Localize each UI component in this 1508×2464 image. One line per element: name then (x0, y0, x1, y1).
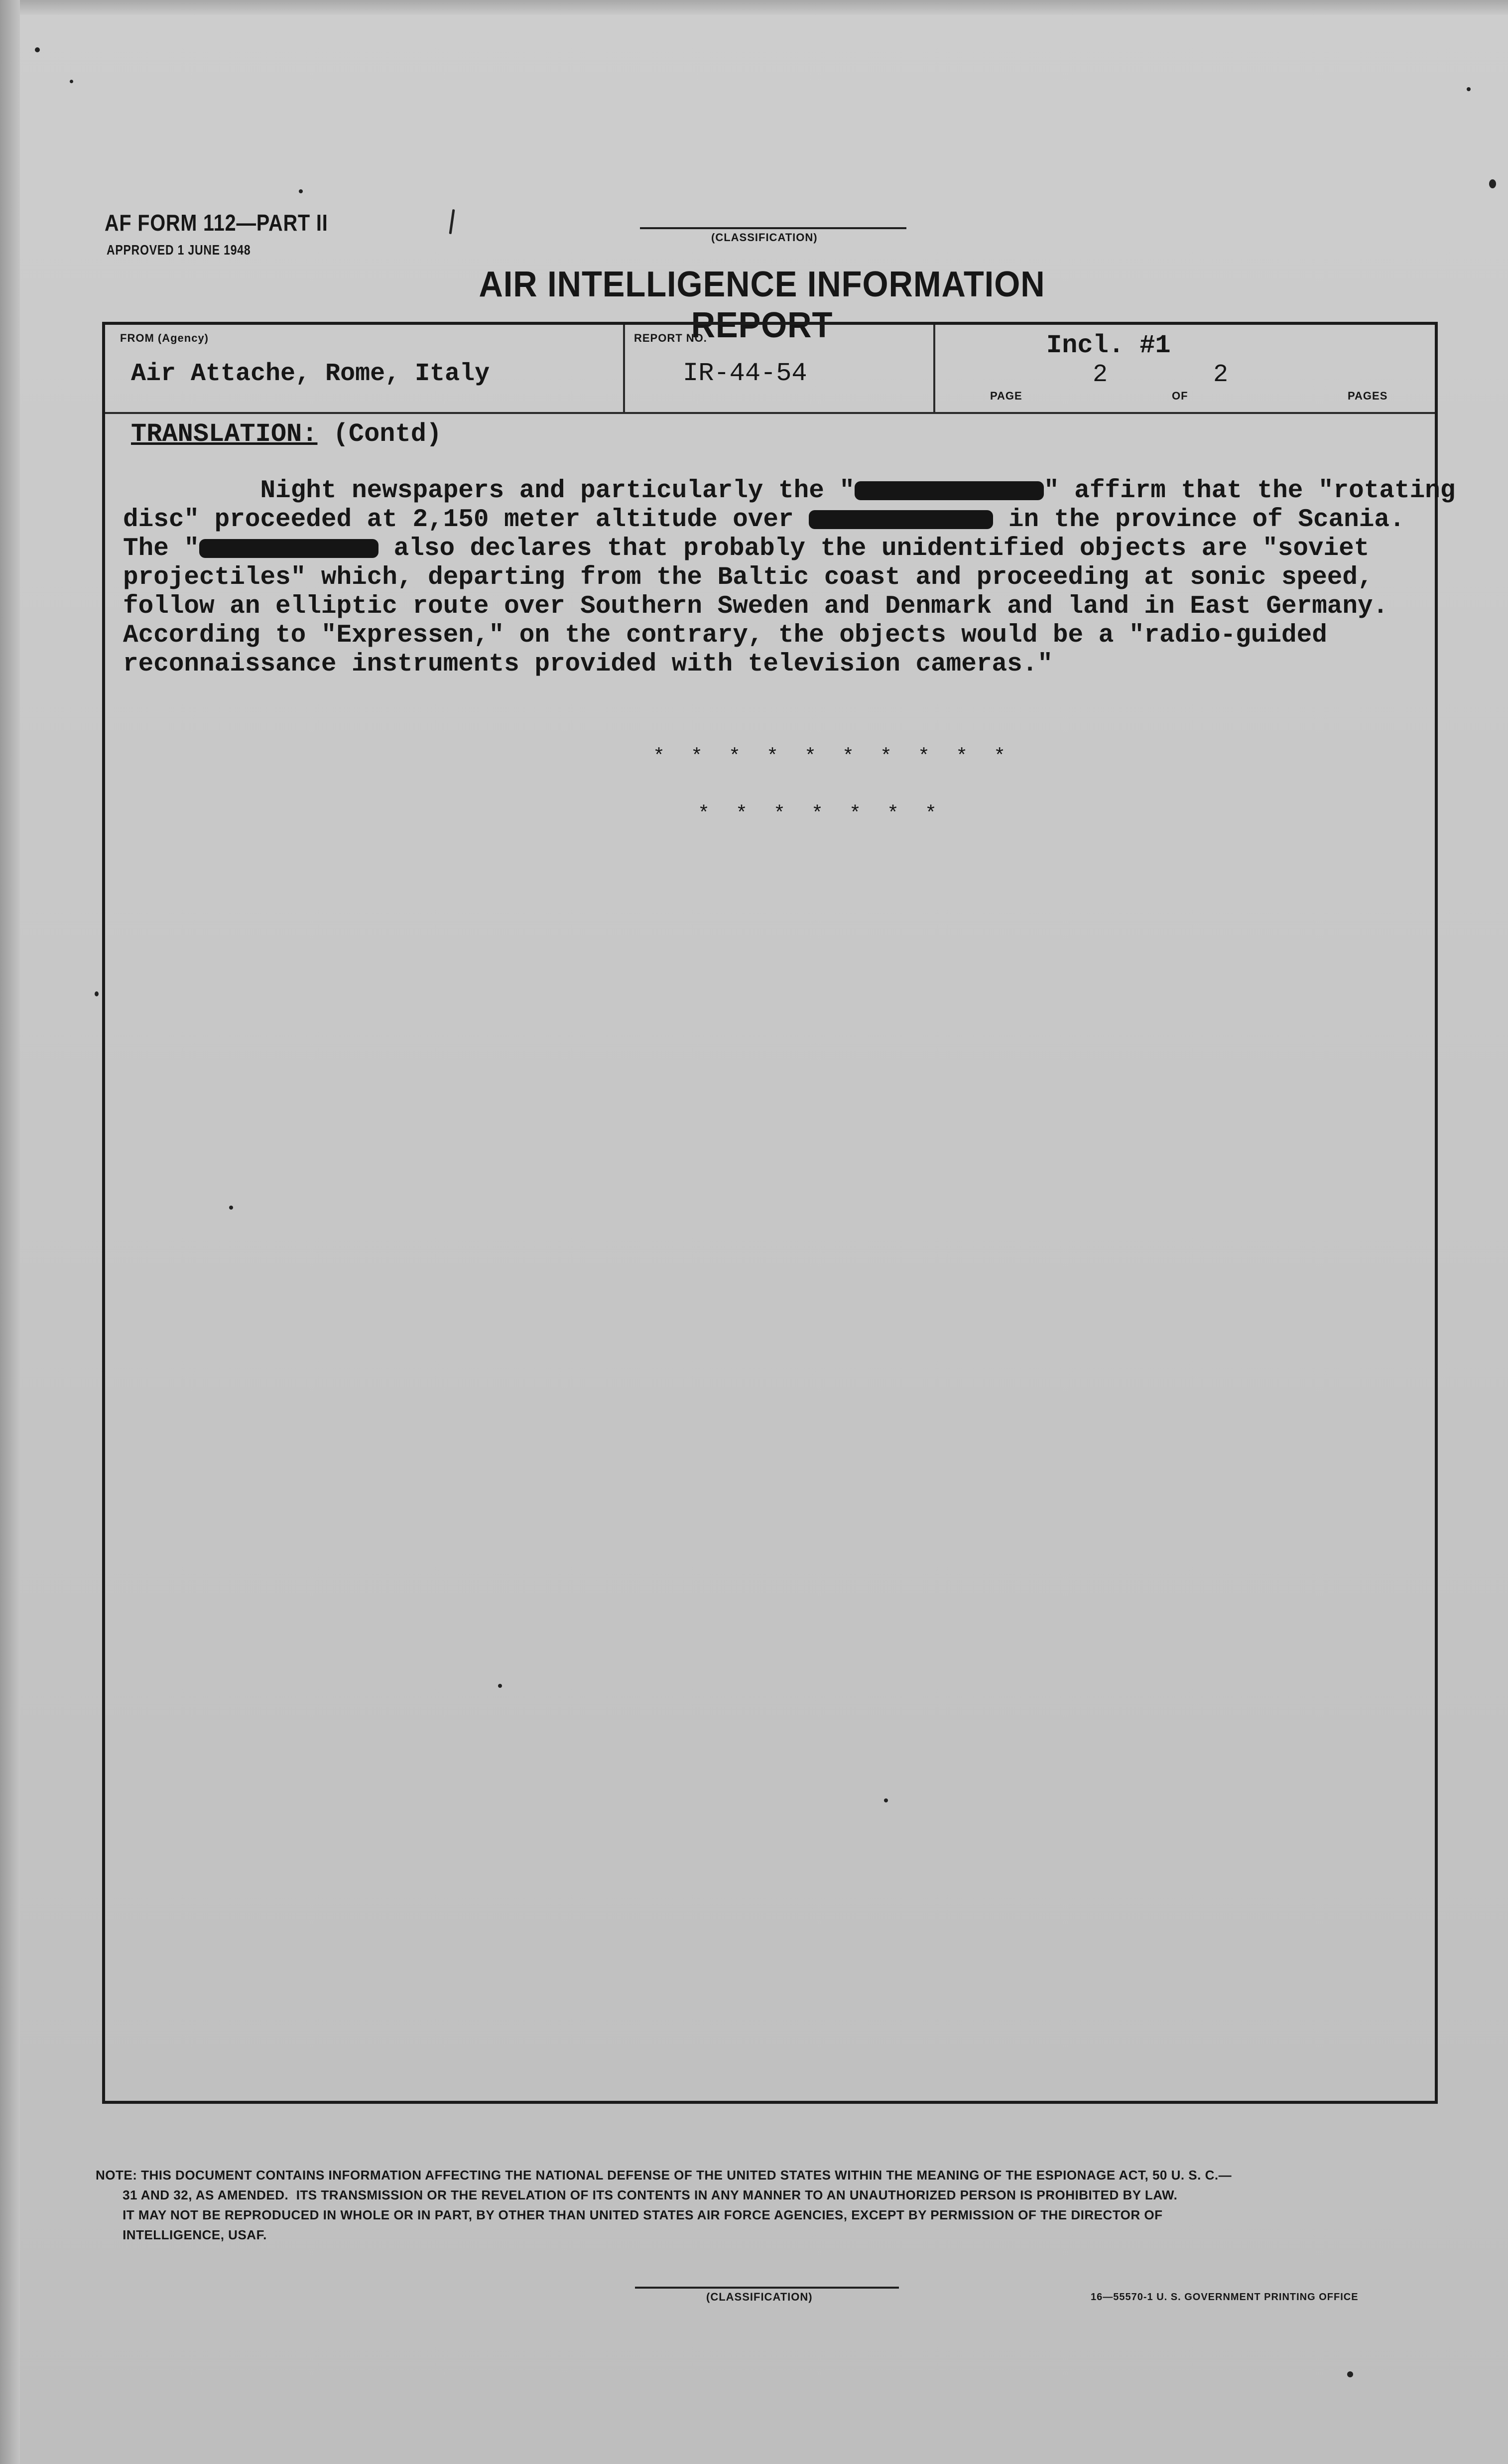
report-no-value: IR-44-54 (683, 359, 807, 388)
redaction-mark (199, 539, 378, 558)
body-text-segment: Night newspapers and particularly the " (123, 477, 855, 505)
body-text-segment: disc" proceeded at 2,150 meter altitude over (123, 506, 809, 534)
scan-speck (449, 209, 455, 234)
body-line (123, 506, 1418, 535)
from-value: Air Attache, Rome, Italy (131, 360, 490, 388)
body-text-segment: The " (123, 535, 200, 563)
classification-label-top: (CLASSIFICATION) (711, 231, 818, 244)
body-text-segment: also declares that probably the unidentified objects are "soviet (378, 535, 1370, 563)
body-text-segment: in the province of Scania. (993, 506, 1405, 534)
column-divider (933, 325, 935, 413)
header-row-divider (105, 412, 1435, 414)
classification-line-bottom (635, 2287, 899, 2289)
translation-heading (131, 419, 442, 449)
page-label: PAGE (990, 390, 1022, 402)
scan-speck (1467, 87, 1471, 91)
inclosure-number: Incl. #1 (1046, 331, 1171, 360)
approval-date: APPROVED 1 JUNE 1948 (107, 242, 251, 258)
scan-speck (1489, 179, 1496, 188)
body-line (123, 477, 1456, 506)
scan-speck (1347, 2371, 1353, 2377)
redaction-mark (809, 510, 993, 529)
scan-speck (95, 991, 99, 996)
page-total: 2 (1213, 361, 1229, 389)
column-divider (623, 325, 625, 413)
body-line: reconnaissance instruments provided with television cameras." (123, 650, 1053, 679)
scan-left-shadow (0, 0, 20, 2464)
of-label: OF (1172, 390, 1188, 402)
translation-continued: (Contd) (333, 419, 442, 449)
body-line: According to "Expressen," on the contrary, the objects would be a "radio-guided (123, 621, 1327, 650)
scan-speck (35, 47, 40, 52)
page-number: 2 (1093, 361, 1108, 389)
scan-speck (299, 189, 303, 193)
report-form-box (102, 322, 1456, 2104)
pages-label: PAGES (1348, 390, 1388, 402)
scan-speck (70, 80, 73, 83)
legal-notice (96, 2165, 1450, 2245)
body-line: projectiles" which, departing from the Baltic coast and proceeding at sonic speed, (123, 563, 1373, 592)
notice-line: IT MAY NOT BE REPRODUCED IN WHOLE OR IN PART, BY OTHER THAN UNITED STATES AIR FORCE AGENCIES, EXCEPT BY PERMISSION OF THE DIRECTOR OF (96, 2207, 1163, 2222)
body-line: follow an elliptic route over Southern Sweden and Denmark and land in East Germany. (123, 592, 1388, 621)
classification-label-bottom: (CLASSIFICATION) (706, 2291, 813, 2303)
notice-line: 31 AND 32, AS AMENDED. ITS TRANSMISSION OR THE REVELATION OF ITS CONTENTS IN ANY MANNER TO AN UNAUTHORIZED PERSON IS PROHIBITED BY LAW. (96, 2188, 1178, 2202)
separator-stars-row-1: * * * * * * * * * * (653, 746, 1013, 768)
notice-line: NOTE: THIS DOCUMENT CONTAINS INFORMATION AFFECTING THE NATIONAL DEFENSE OF THE UNITED STATES WITHIN THE MEANING OF THE ESPIONAGE ACT, 50 U. S. C.— (96, 2168, 1232, 2183)
body-text-segment: " affirm that the "rotating (1044, 477, 1456, 505)
report-no-label: REPORT NO. (634, 332, 707, 344)
translation-label: TRANSLATION: (131, 419, 318, 449)
notice-line: INTELLIGENCE, USAF. (96, 2227, 267, 2242)
translation-body (123, 477, 1456, 679)
scan-top-shadow (0, 0, 1508, 15)
redaction-mark (855, 481, 1044, 500)
from-label: FROM (Agency) (120, 332, 209, 344)
separator-stars-row-2: * * * * * * * (698, 803, 944, 825)
report-title: AIR INTELLIGENCE INFORMATION REPORT (479, 265, 1045, 345)
printing-office-code: 16—55570-1 U. S. GOVERNMENT PRINTING OFFICE (1091, 2292, 1359, 2303)
classification-line-top (640, 227, 906, 229)
form-identifier: AF FORM 112—PART II (105, 210, 328, 236)
body-line (123, 535, 1418, 563)
